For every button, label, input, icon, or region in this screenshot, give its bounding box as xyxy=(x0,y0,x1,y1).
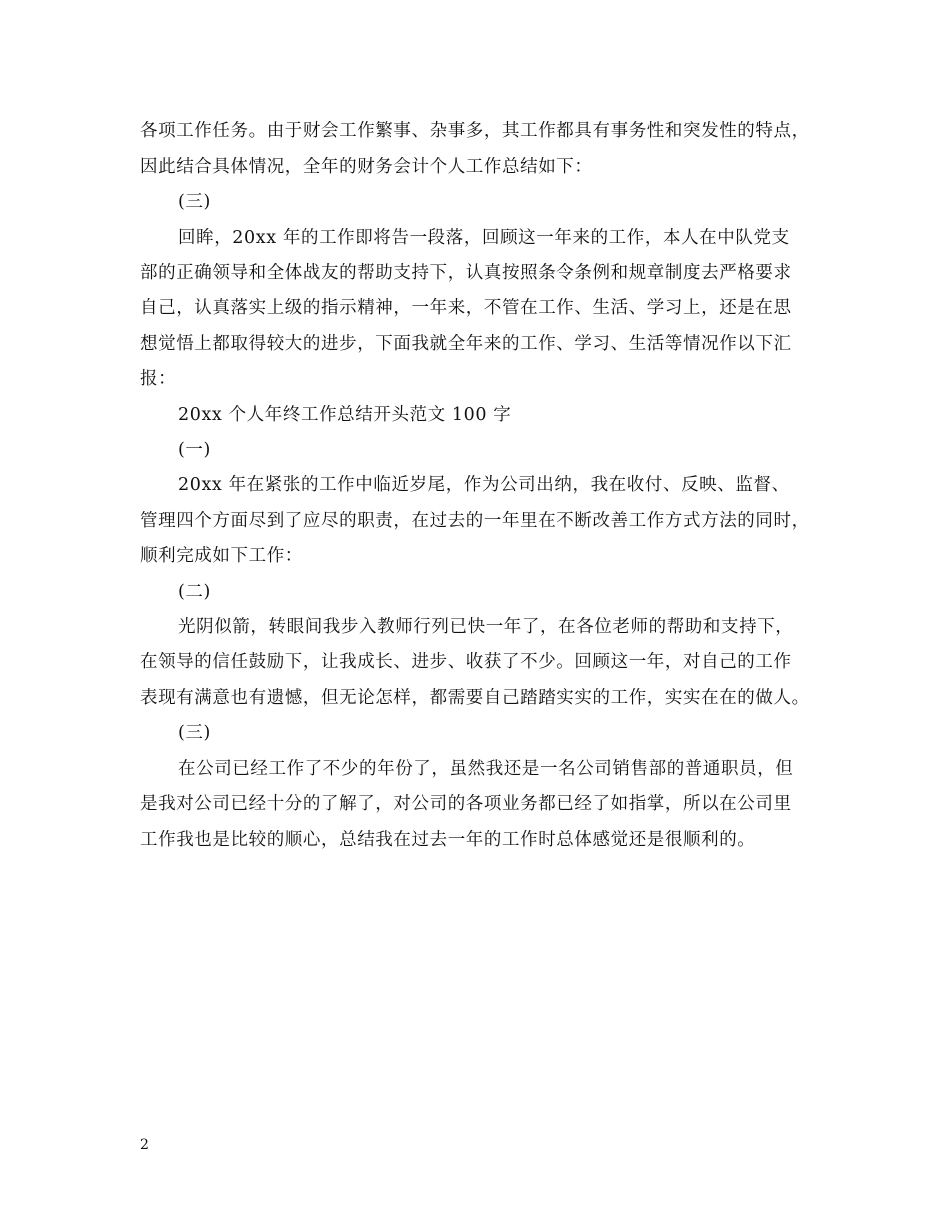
section-heading: (一) xyxy=(178,440,211,460)
text-line: 因此结合具体情况，全年的财务会计个人工作总结如下： xyxy=(140,157,593,177)
text-line: 工作我也是比较的顺心，总结我在过去一年的工作时总体感觉还是很顺利的。 xyxy=(140,830,756,850)
text-line: 管理四个方面尽到了应尽的职责，在过去的一年里在不断改善工作方式方法的同时， xyxy=(140,511,810,531)
text-line: 顺利完成如下工作： xyxy=(140,546,303,566)
text-line: 光阴似箭，转眼间我步入教师行列已快一年了，在各位老师的帮助和支持下， xyxy=(178,617,794,637)
text-line: 在领导的信任鼓励下，让我成长、进步、收获了不少。回顾这一年，对自己的工作 xyxy=(140,652,792,672)
text-line: 在公司已经工作了不少的年份了，虽然我还是一名公司销售部的普通职员，但 xyxy=(178,759,794,779)
text-line: 报： xyxy=(140,369,177,389)
text-line: 20xx 年在紧张的工作中临近岁尾，作为公司出纳，我在收付、反映、监督、 xyxy=(178,475,790,495)
section-heading: (三) xyxy=(178,723,211,743)
text-line: 是我对公司已经十分的了解了，对公司的各项业务都已经了如指掌，所以在公司里 xyxy=(140,794,792,814)
document-subtitle: 20xx 个人年终工作总结开头范文 100 字 xyxy=(178,405,512,425)
text-line: 想觉悟上都取得较大的进步，下面我就全年来的工作、学习、生活等情况作以下汇 xyxy=(140,334,792,354)
text-line: 回眸，20xx 年的工作即将告一段落，回顾这一年来的工作，本人在中队党支 xyxy=(178,228,790,248)
text-line: 部的正确领导和全体战友的帮助支持下，认真按照条令条例和规章制度去严格要求 xyxy=(140,263,792,283)
text-line: 自己，认真落实上级的指示精神，一年来，不管在工作、生活、学习上，还是在思 xyxy=(140,298,792,318)
text-line: 各项工作任务。由于财会工作繁事、杂事多，其工作都具有事务性和突发性的特点， xyxy=(140,121,810,141)
text-line: 表现有满意也有遗憾，但无论怎样，都需要自己踏踏实实的工作，实实在在的做人。 xyxy=(140,688,810,708)
page-number: 2 xyxy=(140,1137,149,1153)
section-heading: (三) xyxy=(178,192,211,212)
section-heading: (二) xyxy=(178,582,211,602)
